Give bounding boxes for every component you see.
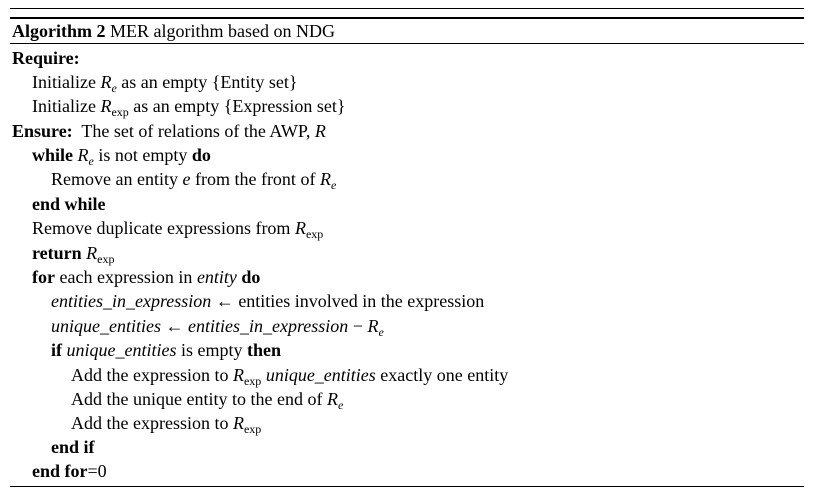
remove-entity-line (51, 168, 336, 192)
add-unique-entity-text: Add the unique entity to the end of (71, 389, 323, 409)
exp-subscript: exp (243, 374, 262, 388)
r-symbol: R (314, 121, 326, 141)
e-subscript: e (111, 81, 117, 95)
algorithm-label: Algorithm 2 (12, 21, 106, 41)
add-expression-line-1 (71, 364, 508, 388)
ensure-line (12, 120, 326, 144)
init-re-text: as an empty {Entity set} (121, 72, 298, 92)
entities-involved-text: entities involved in the expression (238, 291, 485, 311)
r-symbol: R (232, 365, 244, 385)
end-if-line (51, 436, 95, 460)
r-symbol: R (319, 169, 331, 189)
end-while-line (32, 193, 106, 217)
if-line (51, 339, 281, 363)
caption-rule (10, 43, 804, 44)
ensure-text: The set of relations of the AWP, (81, 121, 311, 141)
unique-entities-variable: unique_entities (51, 316, 161, 336)
remove-entity-text: Remove an entity (51, 169, 178, 189)
e-subscript: e (337, 398, 344, 412)
then-keyword: then (246, 340, 281, 360)
end-for-line (32, 460, 107, 484)
top-rule-1 (10, 8, 804, 9)
initialize-text: Initialize (32, 72, 96, 92)
remove-duplicates-line (32, 217, 323, 241)
exp-subscript: exp (305, 227, 324, 241)
unique-entities-variable: unique_entities (265, 365, 376, 385)
is-not-empty-text: is not empty (98, 145, 188, 165)
require-keyword: Require: (12, 48, 80, 68)
e-subscript: e (88, 154, 94, 168)
do-keyword: do (191, 145, 211, 165)
return-line (32, 242, 115, 266)
each-expression-text: each expression in (59, 267, 193, 287)
top-rule-2 (10, 17, 804, 19)
while-line (32, 144, 211, 168)
entities-in-expression-line (51, 290, 484, 314)
add-expression-text: Add the expression to (71, 365, 229, 385)
exp-subscript: exp (243, 422, 262, 436)
algorithm-title: MER algorithm based on NDG (110, 21, 335, 41)
is-empty-text: is empty (180, 340, 243, 360)
remove-duplicates-text: Remove duplicate expressions from (32, 218, 291, 238)
entities-in-expression-variable: entities_in_expression (51, 291, 212, 311)
unique-entities-variable: unique_entities (66, 340, 177, 360)
bottom-rule (10, 486, 804, 487)
r-symbol: R (294, 218, 306, 238)
add-expression-text: Add the expression to (71, 413, 229, 433)
initialize-text: Initialize (32, 96, 96, 116)
assign-arrow: ← (165, 316, 184, 336)
return-keyword: return (32, 243, 82, 263)
assign-arrow: ← (215, 291, 234, 311)
add-unique-entity-line (71, 388, 343, 412)
e-subscript: e (378, 325, 384, 339)
entity-variable: entity (196, 267, 237, 287)
entities-in-expression-variable: entities_in_expression (187, 316, 349, 336)
unique-entities-line (51, 315, 384, 339)
require-line (12, 47, 80, 71)
for-keyword: for (32, 267, 55, 287)
r-symbol: R (326, 389, 338, 409)
eq-zero-text: =0 (87, 461, 107, 481)
init-re-line (32, 71, 298, 95)
from-front-text: from the front of (194, 169, 316, 189)
init-rexp-line (32, 95, 346, 119)
exp-subscript: exp (97, 252, 115, 266)
algorithm-caption (12, 20, 335, 44)
end-for-keyword: end for (32, 461, 88, 481)
r-symbol: R (100, 72, 112, 92)
if-keyword: if (51, 340, 62, 360)
for-line (32, 266, 260, 290)
add-expression-line-2 (71, 412, 261, 436)
init-rexp-text: as an empty {Expression set} (133, 96, 346, 116)
r-symbol: R (232, 413, 244, 433)
exp-subscript: exp (111, 105, 129, 119)
minus-sign: − (352, 316, 363, 336)
ensure-keyword: Ensure: (12, 121, 73, 141)
while-keyword: while (32, 145, 74, 165)
e-variable: e (182, 169, 191, 189)
e-subscript: e (330, 178, 337, 192)
end-if-keyword: end if (51, 437, 95, 457)
exactly-one-entity-text: exactly one entity (380, 365, 509, 385)
end-while-keyword: end while (32, 194, 106, 214)
r-symbol: R (86, 243, 98, 263)
r-symbol: R (77, 145, 89, 165)
do-keyword: do (241, 267, 261, 287)
r-symbol: R (100, 96, 112, 116)
r-symbol: R (367, 316, 379, 336)
